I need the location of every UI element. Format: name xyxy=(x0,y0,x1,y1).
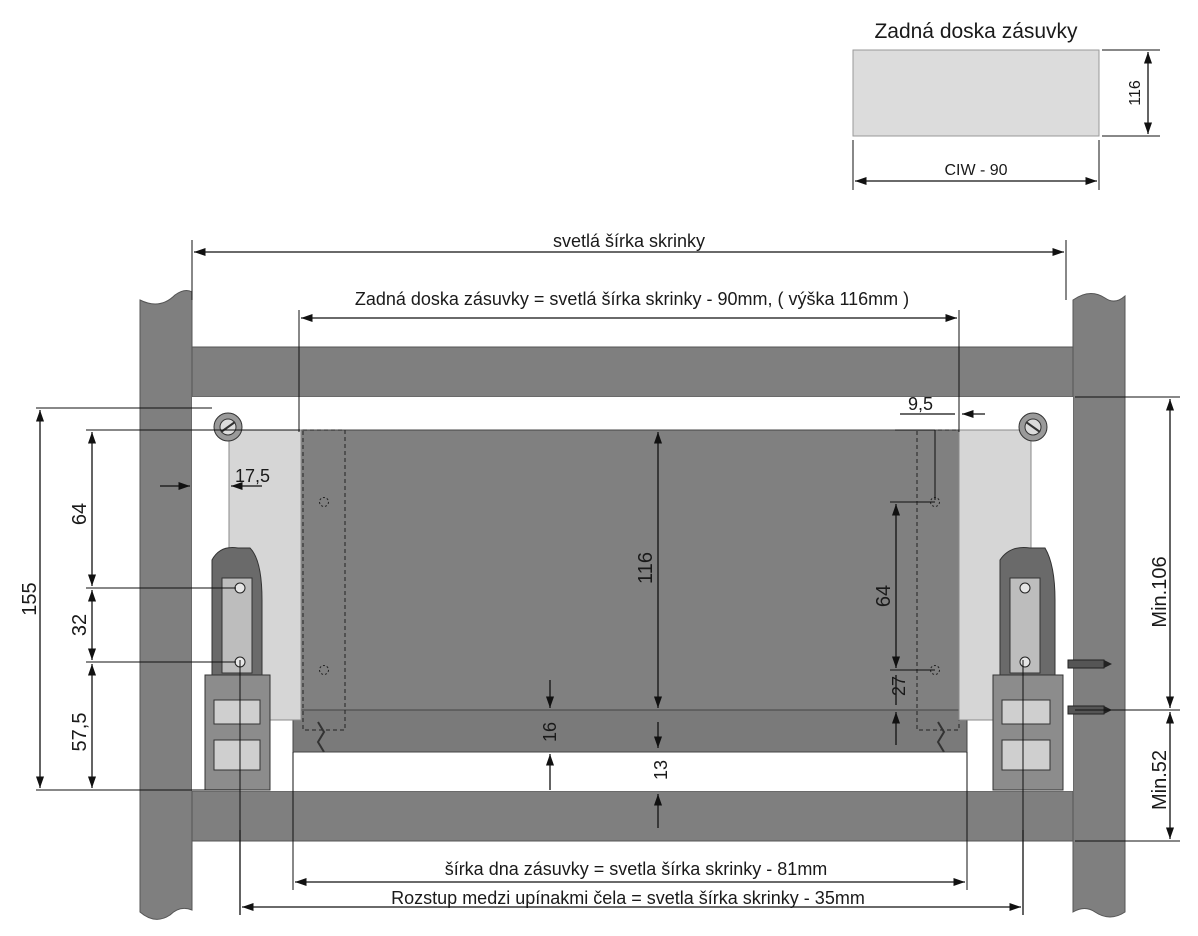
dim-13: 13 xyxy=(651,759,671,781)
right-side-panel xyxy=(1073,293,1125,917)
inset-back-board xyxy=(853,20,1160,190)
drawer-bottom xyxy=(293,710,967,752)
bottom-rail xyxy=(192,791,1073,841)
top-rail xyxy=(192,347,1073,397)
inset-height-label: 116 xyxy=(1127,80,1144,106)
front-spacing-label: Rozstup medzi upínakmi čela = svetla šírka skrinky - 35mm xyxy=(391,888,865,908)
back-board xyxy=(299,430,959,710)
dim-57-5: 57,5 xyxy=(69,712,91,752)
min106: Min.106 xyxy=(1149,556,1171,628)
back-board-label: Zadná doska zásuvky = svetlá šírka skrinky - 90mm, ( výška 116mm ) xyxy=(354,289,910,309)
cabinet-width-label: svetlá šírka skrinky xyxy=(552,231,706,251)
dim-17-5: 17,5 xyxy=(235,466,271,486)
dim-155: 155 xyxy=(19,582,41,616)
dim-32: 32 xyxy=(69,613,91,637)
inset-width-label: CIW - 90 xyxy=(944,162,1008,179)
left-side-panel xyxy=(140,291,192,920)
bottom-width-label: šírka dna zásuvky = svetla šírka skrinky - 81mm xyxy=(444,859,828,879)
dim-27: 27 xyxy=(889,675,909,697)
min52: Min.52 xyxy=(1149,749,1171,811)
inset-board-rect xyxy=(853,50,1099,136)
right-runner xyxy=(993,675,1063,790)
dim-64-right: 64 xyxy=(873,584,895,608)
dim-116: 116 xyxy=(635,552,657,584)
dim-9-5: 9,5 xyxy=(908,394,934,414)
left-rear-clip-icon xyxy=(214,413,242,441)
drawer xyxy=(293,430,967,752)
right-rear-clip-icon xyxy=(1019,413,1047,441)
inset-title: Zadná doska zásuvky xyxy=(874,20,1078,43)
dim-64-left: 64 xyxy=(69,502,91,526)
dim-16: 16 xyxy=(540,721,560,743)
left-runner xyxy=(205,675,270,790)
